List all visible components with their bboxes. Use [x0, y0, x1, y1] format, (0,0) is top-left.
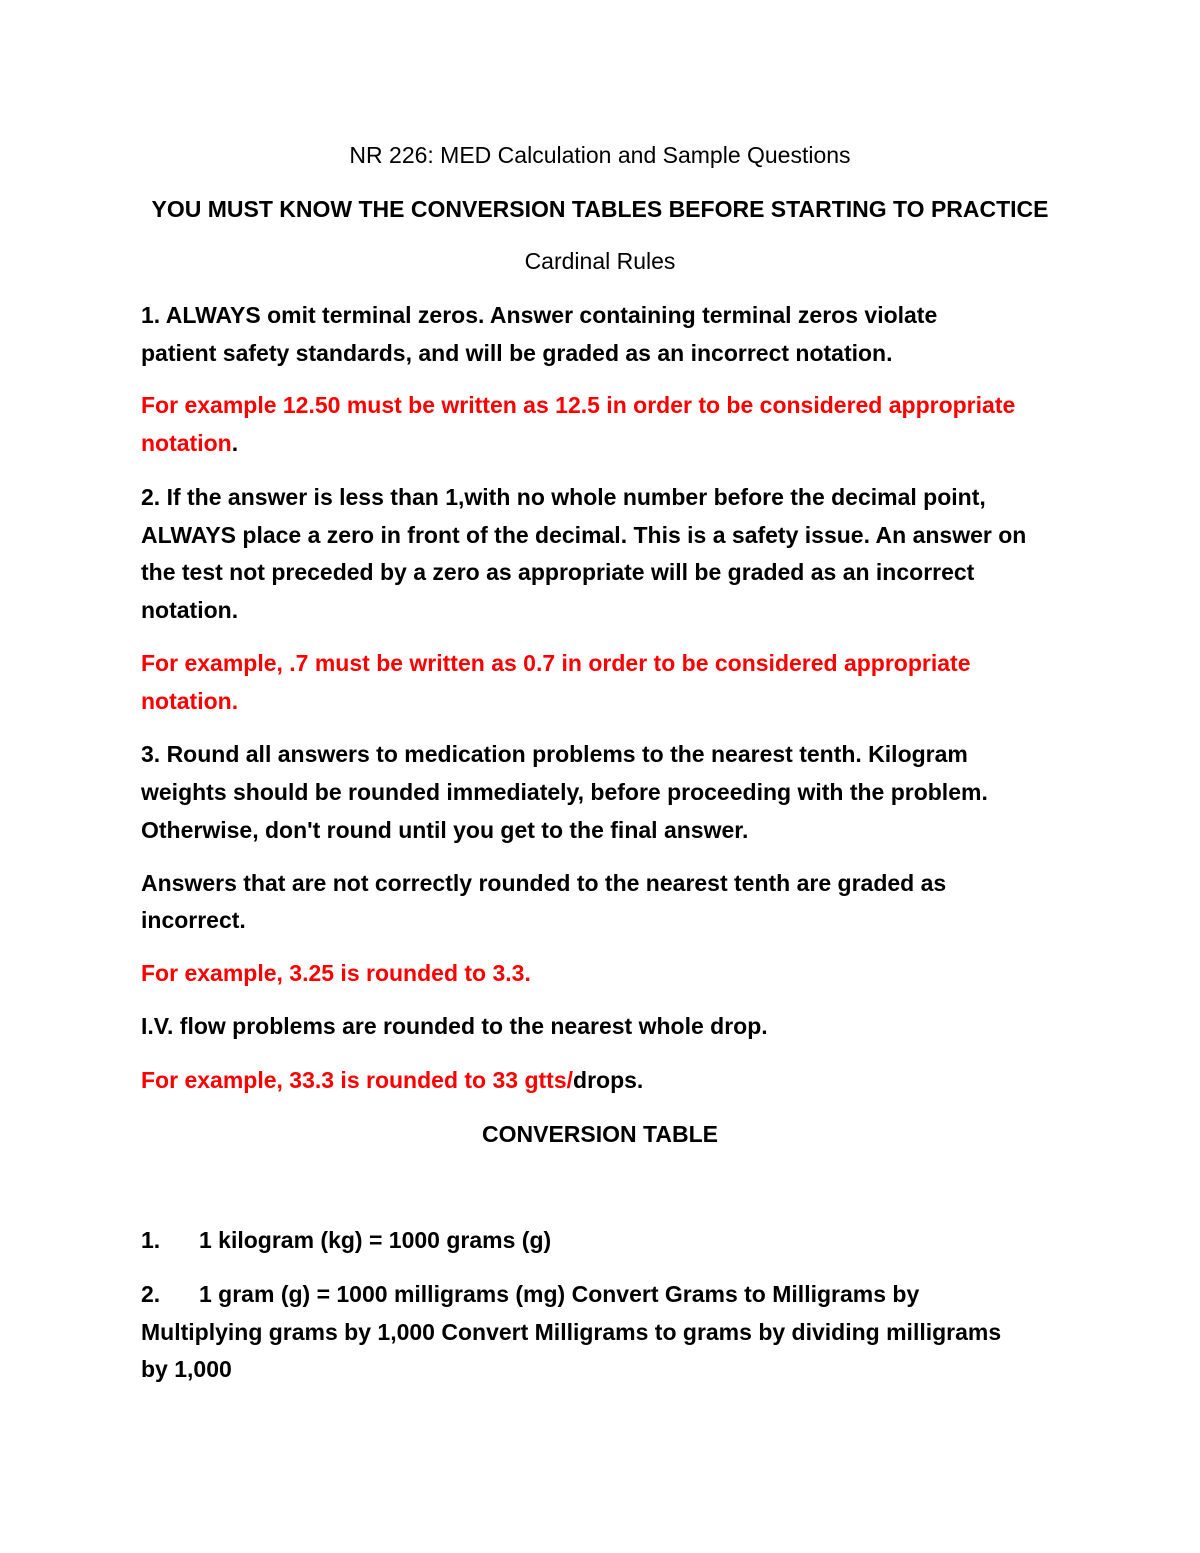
conversion-item-number: 2.: [141, 1281, 161, 1307]
conversion-item-2-line-3: by 1,000: [141, 1356, 232, 1382]
example-1-red-text: notation: [141, 430, 232, 456]
conversion-table-heading: CONVERSION TABLE: [482, 1121, 718, 1147]
conversion-item-2-line-2: Multiplying grams by 1,000 Convert Milligrams to grams by dividing milligrams: [141, 1319, 1002, 1345]
conversion-item-1: [141, 1225, 1101, 1255]
rounding-note-line-1: Answers that are not correctly rounded to the nearest tenth are graded as: [141, 870, 947, 896]
example-3: For example, 3.25 is rounded to 3.3.: [141, 960, 531, 986]
rule-2-line-1: 2. If the answer is less than 1,with no whole number before the decimal point,: [141, 484, 986, 510]
rule-3-line-2: weights should be rounded immediately, before proceeding with the problem.: [141, 779, 988, 805]
conversion-item-text: 1 kilogram (kg) = 1000 grams (g): [199, 1227, 552, 1253]
example-1-line-1: For example 12.50 must be written as 12.5 in order to be considered appropriate: [141, 392, 1016, 418]
rule-2-line-2: ALWAYS place a zero in front of the decimal. This is a safety issue. An answer on: [141, 522, 1027, 548]
rule-3-line-3: Otherwise, don't round until you get to the final answer.: [141, 817, 749, 843]
rule-2-line-4: notation.: [141, 597, 239, 623]
section-heading: Cardinal Rules: [524, 248, 676, 274]
example-4: [141, 1065, 1101, 1095]
rule-1-line-1: 1. ALWAYS omit terminal zeros. Answer containing terminal zeros violate: [141, 302, 938, 328]
example-2-line-2: notation.: [141, 688, 239, 714]
conversion-item-text: 1 gram (g) = 1000 milligrams (mg) Convert Grams to Milligrams by: [199, 1281, 920, 1307]
rule-2-line-3: the test not preceded by a zero as appropriate will be graded as an incorrect: [141, 559, 975, 585]
conversion-item-2-line-1: [141, 1279, 1101, 1309]
conversion-item-number: 1.: [141, 1227, 161, 1253]
document-title: NR 226: MED Calculation and Sample Questions: [349, 142, 851, 168]
rounding-note-line-2: incorrect.: [141, 907, 246, 933]
subtitle: YOU MUST KNOW THE CONVERSION TABLES BEFORE STARTING TO PRACTICE: [151, 196, 1049, 222]
example-4-red-text: For example, 33.3 is rounded to 33 gtts/: [141, 1067, 574, 1093]
iv-flow-note: I.V. flow problems are rounded to the nearest whole drop.: [141, 1013, 768, 1039]
rule-1-line-2: patient safety standards, and will be graded as an incorrect notation.: [141, 340, 893, 366]
example-4-tail: drops.: [573, 1067, 644, 1093]
example-1-line-2: [141, 428, 1101, 458]
example-2-line-1: For example, .7 must be written as 0.7 in order to be considered appropriate: [141, 650, 971, 676]
rule-3-line-1: 3. Round all answers to medication problems to the nearest tenth. Kilogram: [141, 741, 968, 767]
example-1-tail: .: [231, 430, 239, 456]
